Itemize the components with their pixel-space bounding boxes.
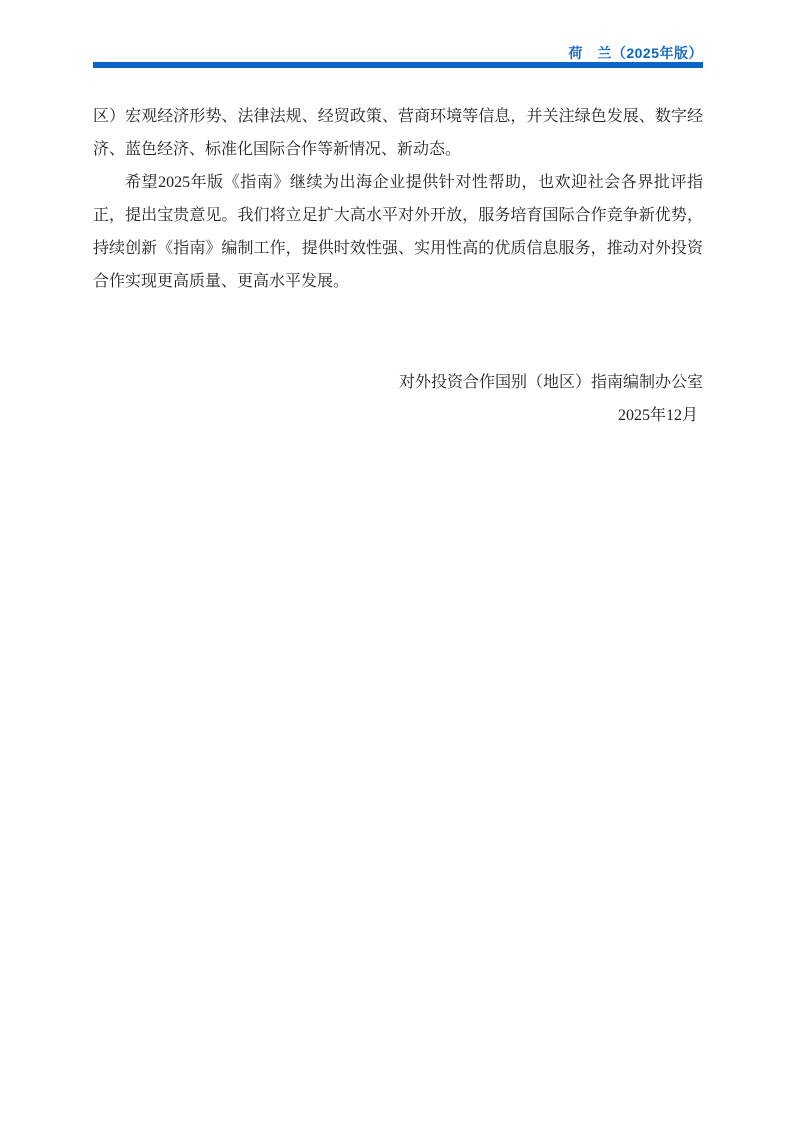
header-country-title: 荷 兰（2025年版） <box>568 45 703 61</box>
signature-date: 2025年12月 <box>617 407 698 424</box>
signature-office: 对外投资合作国别（地区）指南编制办公室 <box>398 374 703 391</box>
document-body <box>93 100 703 432</box>
paragraph-continuation: 区）宏观经济形势、法律法规、经贸政策、营商环境等信息，并关注绿色发展、数字经济、蓝色经济、标准化国际合作等新情况、新动态。 <box>93 108 703 158</box>
page-header <box>93 0 703 68</box>
paragraph-closing: 希望2025年版《指南》继续为出海企业提供针对性帮助，也欢迎社会各界批评指正，提出宝贵意见。我们将立足扩大高水平对外开放，服务培育国际合作竞争新优势，持续创新《指南》编制工作，提供时效性强、实用性高的优质信息服务，推动对外投资合作实现更高质量、更高水平发展。 <box>93 174 703 290</box>
signature-block <box>93 366 703 432</box>
header-divider-rule <box>93 62 703 68</box>
